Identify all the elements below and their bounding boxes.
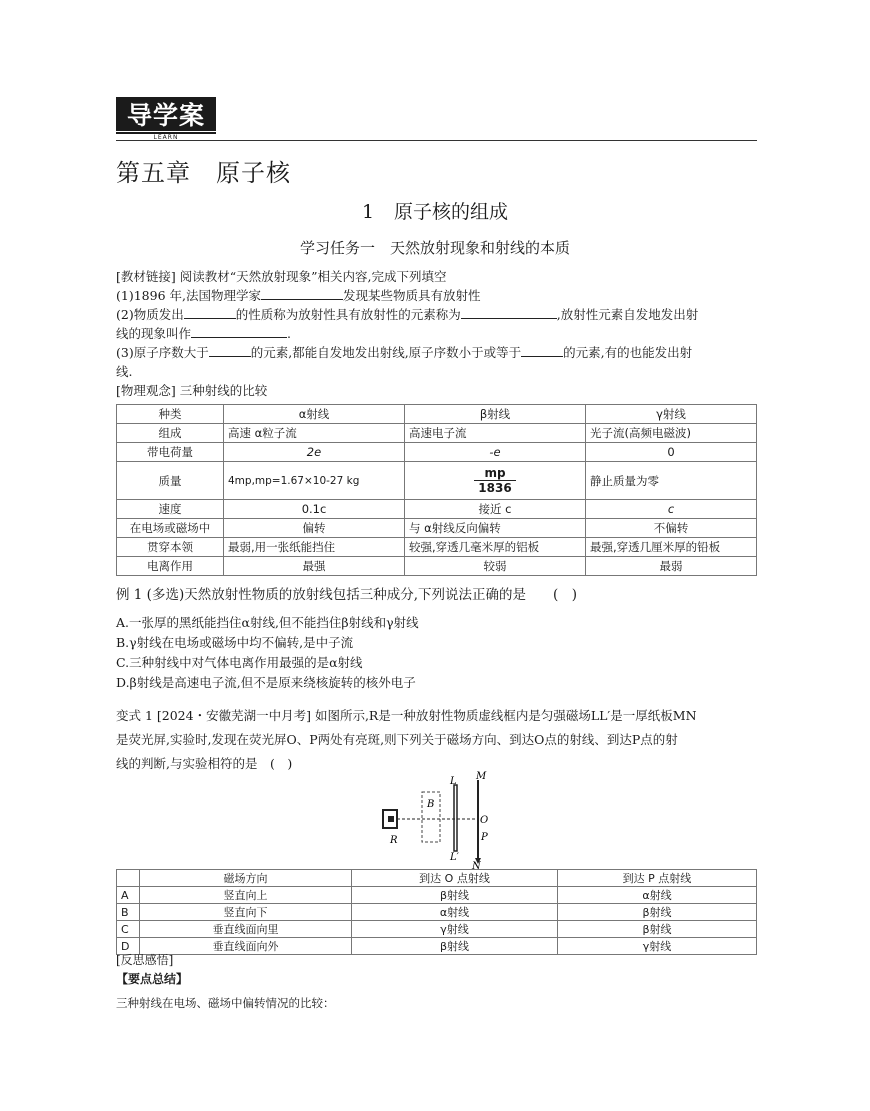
label-L-prime: L′ [450, 852, 459, 863]
table-cell: 0.1c [224, 500, 405, 519]
summary-title: 【要点总结】 [116, 972, 189, 986]
blank-2[interactable] [184, 306, 236, 319]
table-cell: 最强 [224, 557, 405, 576]
option-b: B.γ射线在电场或磁场中均不偏转,是中子流 [116, 635, 354, 650]
table-cell: α射线 [352, 904, 558, 921]
table-cell: 2e [224, 443, 405, 462]
paper-board [454, 785, 457, 851]
table-cell: 垂直线面向里 [140, 921, 352, 938]
table-header-cell: 到达 P 点射线 [558, 870, 757, 887]
table-cell: 较强,穿透几毫米厚的铝板 [405, 538, 586, 557]
table-cell: 高速 α粒子流 [224, 424, 405, 443]
table-row [117, 921, 757, 938]
fraction-numerator: mp [474, 466, 515, 481]
table-cell: β射线 [558, 904, 757, 921]
blank-5[interactable] [209, 344, 251, 357]
question-3-d: 线. [116, 364, 133, 379]
textbook-intro: 阅读教材“天然放射现象”相关内容,完成下列填空 [175, 269, 447, 284]
table-cell: β射线 [352, 938, 558, 955]
blank-1[interactable] [261, 287, 343, 300]
table-cell: 0 [586, 443, 757, 462]
table-header-row [117, 870, 757, 887]
textbook-link [116, 267, 760, 400]
table-cell: 质量 [117, 462, 224, 500]
label-O: O [480, 815, 489, 826]
mass-fraction [474, 466, 515, 495]
table-cell: 垂直线面向外 [140, 938, 352, 955]
table-cell: 最强,穿透几厘米厚的铅板 [586, 538, 757, 557]
mass-fraction-cell [405, 462, 586, 500]
table-header-cell: α射线 [224, 405, 405, 424]
source-core [388, 816, 394, 822]
question-2-a: (2)物质发出 [116, 307, 184, 322]
option-a: A.一张厚的黑纸能挡住α射线,但不能挡住β射线和γ射线 [116, 615, 419, 630]
table-cell: D [117, 938, 140, 955]
question-2-c: ,放射性元素自发地发出射 [556, 307, 699, 322]
table-cell: γ射线 [558, 938, 757, 955]
table-cell: 竖直向上 [140, 887, 352, 904]
variant-line-1: 变式 1 [2024・安徽芜湖一中月考] 如图所示,R是一种放射性物质虚线框内是匀强磁场LL′是一厚纸板MN [116, 708, 697, 723]
table-header-cell: 到达 O 点射线 [352, 870, 558, 887]
table-cell: 贯穿本领 [117, 538, 224, 557]
concept-text: 三种射线的比较 [175, 383, 268, 398]
variant-line-3: 线的判断,与实验相符的是 ( ) [116, 756, 293, 771]
table-cell: 与 α射线反向偏转 [405, 519, 586, 538]
table-cell: B [117, 904, 140, 921]
question-2-e: . [287, 326, 291, 341]
table-cell: c [586, 500, 757, 519]
table-row [117, 557, 757, 576]
table-row [117, 887, 757, 904]
label-N: N [472, 861, 481, 870]
table-cell: 较弱 [405, 557, 586, 576]
logo-text: 导学案 [116, 97, 216, 131]
example-text: 1 (多选)天然放射性物质的放射线包括三种成分,下列说法正确的是 ( ) [129, 587, 578, 603]
table-cell: 高速电子流 [405, 424, 586, 443]
table-cell: 最弱,用一张纸能挡住 [224, 538, 405, 557]
question-1-b: 发现某些物质具有放射性 [342, 288, 481, 303]
section-number: 1 [361, 201, 375, 223]
example-label: 例 [116, 587, 130, 603]
reflection-label: [反思感悟] [116, 953, 174, 967]
table-cell: 偏转 [224, 519, 405, 538]
table-cell: α射线 [558, 887, 757, 904]
section-name: 原子核的组成 [394, 201, 509, 223]
table-cell: -e [405, 443, 586, 462]
blank-3[interactable] [461, 306, 557, 319]
label-B: B [427, 799, 435, 810]
table-row [117, 424, 757, 443]
chapter-title: 第五章 原子核 [116, 159, 291, 187]
table-cell: 带电荷量 [117, 443, 224, 462]
table-cell: 电离作用 [117, 557, 224, 576]
table-cell: C [117, 921, 140, 938]
experiment-diagram [380, 770, 500, 870]
table-header-cell: 种类 [117, 405, 224, 424]
question-2-d: 线的现象叫作 [116, 326, 192, 341]
logo-subtext: LEARN [116, 132, 216, 143]
variant-1-stem [116, 704, 760, 776]
label-L: L [450, 776, 457, 787]
table-row [117, 519, 757, 538]
label-P: P [481, 832, 488, 843]
table-row [117, 500, 757, 519]
fraction-denominator: 1836 [478, 481, 512, 495]
table-cell: 接近 c [405, 500, 586, 519]
table-cell: 在电场或磁场中 [117, 519, 224, 538]
question-3-a: (3)原子序数大于 [116, 345, 209, 360]
table-cell: γ射线 [352, 921, 558, 938]
table-cell: 速度 [117, 500, 224, 519]
example-1-stem [116, 586, 577, 604]
table-header-row [117, 405, 757, 424]
concept-tag: [物理观念] [116, 383, 176, 398]
table-row [117, 443, 757, 462]
table-header-cell [117, 870, 140, 887]
task-title: 学习任务一 天然放射现象和射线的本质 [299, 239, 570, 257]
table-row [117, 904, 757, 921]
table-header-cell: β射线 [405, 405, 586, 424]
table-header-cell: 磁场方向 [140, 870, 352, 887]
label-R: R [390, 835, 398, 846]
textbook-tag: [教材链接] [116, 269, 176, 284]
table-cell: β射线 [558, 921, 757, 938]
table-cell: 组成 [117, 424, 224, 443]
table-cell: A [117, 887, 140, 904]
header-divider [116, 140, 757, 141]
summary-text: 三种射线在电场、磁场中偏转情况的比较： [116, 996, 335, 1010]
table-row [117, 938, 757, 955]
option-d: D.β射线是高速电子流,但不是原来绕核旋转的核外电子 [116, 675, 416, 690]
table-header-cell: γ射线 [586, 405, 757, 424]
question-1-a: (1)1896 年,法国物理学家 [116, 288, 261, 303]
table-cell: 静止质量为零 [586, 462, 757, 500]
table-cell: 光子流(高频电磁波) [586, 424, 757, 443]
question-2-b: 的性质称为放射性具有放射性的元素称为 [235, 307, 461, 322]
option-c: C.三种射线中对气体电离作用最强的是α射线 [116, 655, 363, 670]
learn-logo [116, 97, 216, 141]
table-cell: 竖直向下 [140, 904, 352, 921]
variant-line-2: 是荧光屏,实验时,发现在荧光屏O、P两处有亮斑,则下列关于磁场方向、到达O点的射线、到达P点的射 [116, 732, 678, 747]
question-3-b: 的元素,都能自发地发出射线,原子序数小于或等于 [250, 345, 522, 360]
section-title [0, 197, 870, 224]
answer-choice-table [116, 869, 757, 955]
table-row [117, 538, 757, 557]
question-3-c: 的元素,有的也能发出射 [563, 345, 693, 360]
label-M: M [476, 771, 487, 782]
table-cell: 4mp,mp=1.67×10-27 kg [224, 462, 405, 500]
blank-4[interactable] [191, 325, 287, 338]
table-row [117, 462, 757, 500]
table-cell: 不偏转 [586, 519, 757, 538]
table-cell: β射线 [352, 887, 558, 904]
ray-comparison-table [116, 404, 757, 576]
table-cell: 最弱 [586, 557, 757, 576]
blank-6[interactable] [521, 344, 563, 357]
